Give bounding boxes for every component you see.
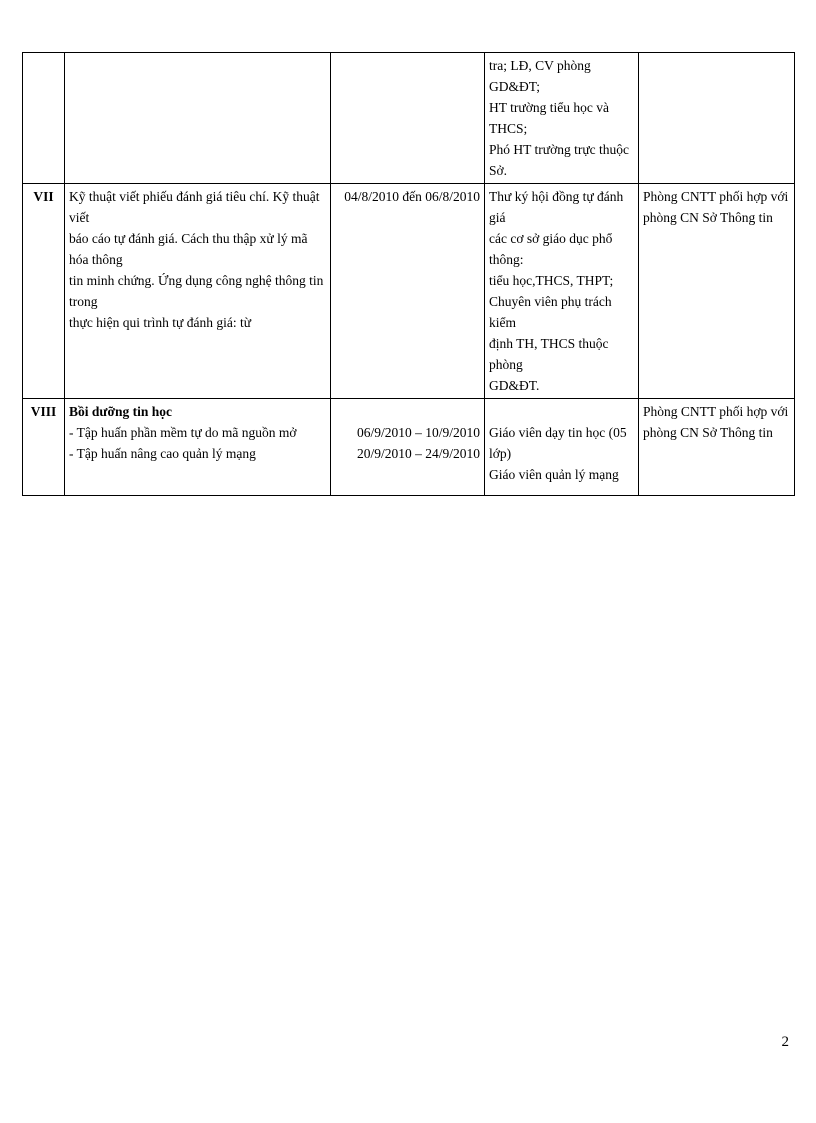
time-line: 20/9/2010 – 24/9/2010 — [356, 446, 480, 461]
organizer-line: phòng CN Sở Thông tin — [643, 210, 773, 225]
participants-cell — [485, 53, 639, 184]
content-cell — [65, 399, 331, 496]
time-cell — [331, 399, 485, 496]
organizer-line: Phòng CNTT phối hợp với — [643, 189, 789, 204]
organizer-line: Phòng CNTT phối hợp với — [643, 404, 789, 419]
content-line: - Tập huấn nâng cao quản lý mạng — [69, 446, 256, 461]
organizer-line: phòng CN Sở Thông tin — [643, 425, 773, 440]
content-line: thực hiện qui trình tự đánh giá: từ — [69, 315, 252, 330]
content-cell — [65, 53, 331, 184]
content-line: tin minh chứng. Ứng dụng công nghệ thông tin trong — [69, 273, 324, 309]
participants-line: HT trường tiểu học và THCS; — [489, 100, 609, 136]
organizer-cell — [639, 184, 795, 399]
content-line: - Tập huấn phần mềm tự do mã nguồn mở — [69, 425, 297, 440]
organizer-cell — [639, 399, 795, 496]
participants-line: các cơ sở giáo dục phổ thông: — [489, 231, 613, 267]
content-line: báo cáo tự đánh giá. Cách thu thập xử lý mã hóa thông — [69, 231, 308, 267]
time-line: 06/9/2010 – 10/9/2010 — [356, 425, 480, 440]
table-row-vii — [23, 184, 795, 399]
participants-line: Giáo viên quản lý mạng — [489, 467, 619, 482]
training-plan-table — [22, 52, 795, 496]
row-number-cell: VII — [23, 184, 65, 399]
participants-line: Thư ký hội đồng tự đánh giá — [489, 189, 624, 225]
participants-line: định TH, THCS thuộc phòng — [489, 336, 609, 372]
row-number-cell — [23, 53, 65, 184]
content-line: Kỹ thuật viết phiếu đánh giá tiêu chí. Kỹ thuật viết — [69, 189, 320, 225]
time-cell — [331, 53, 485, 184]
organizer-cell — [639, 53, 795, 184]
time-cell: 04/8/2010 đến 06/8/2010 — [331, 184, 485, 399]
participants-line: GD&ĐT. — [489, 378, 540, 393]
content-cell — [65, 184, 331, 399]
participants-cell — [485, 184, 639, 399]
page-number: 2 — [781, 1034, 789, 1050]
table-row-continuation — [23, 53, 795, 184]
table-row-viii — [23, 399, 795, 496]
row-number-cell: VIII — [23, 399, 65, 496]
participants-cell — [485, 399, 639, 496]
section-title: Bồi dưỡng tin học — [69, 404, 172, 419]
participants-line: Phó HT trường trực thuộc Sở. — [489, 142, 630, 178]
participants-line: Giáo viên dạy tin học (05 lớp) — [489, 425, 627, 461]
participants-line: Chuyên viên phụ trách kiểm — [489, 294, 612, 330]
participants-line: tra; LĐ, CV phòng GD&ĐT; — [489, 58, 591, 94]
participants-line: tiểu học,THCS, THPT; — [489, 273, 614, 288]
